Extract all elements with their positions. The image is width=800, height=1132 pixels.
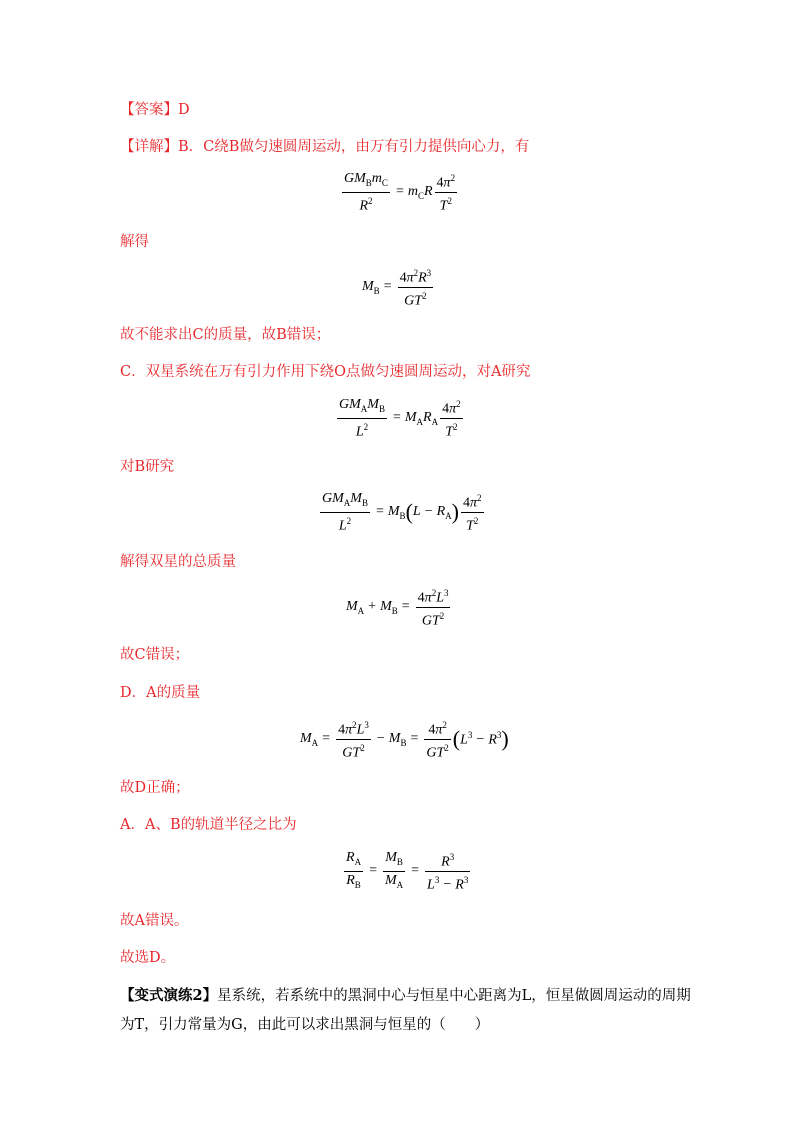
text-line-5: 对B研究: [120, 459, 175, 475]
equation-5: $M_A$ + $M_B$ = $\frac{4\pi^2L^3}{GT^2}$: [346, 585, 452, 629]
text-line-10: A．A、B的轨道半径之比为: [120, 817, 297, 833]
next-question-label: 【变式演练2】: [120, 987, 218, 1004]
equation-3: $\frac{GM_AM_B}{L^2}$ = $M_AR_A$ $\frac{4\pi^2}{T^2}$: [339, 397, 461, 440]
next-question-text-1: 星系统，若系统中的黑洞中心与恒星中心距离为L，恒星做圆周运动的周期: [217, 988, 691, 1004]
answer-line: [120, 98, 190, 119]
equation-2: $M_B$ = $\frac{4\pi^2R^3}{GT^2}$: [362, 265, 435, 309]
answer-label: 【答案】: [120, 102, 178, 118]
text-line-8: D．A的质量: [120, 685, 201, 701]
text-line-11: 故A错误。: [120, 913, 189, 929]
next-question-line-2: 为T，引力常量为G，由此可以求出黑洞与恒星的（ ）: [120, 1017, 490, 1033]
text-line-3: 故不能求出C的质量，故B错误；: [120, 327, 331, 343]
text-line-12: 故选D。: [120, 950, 176, 966]
answer-value: D: [178, 102, 190, 118]
detail-label: 【详解】: [120, 139, 178, 155]
text-line-7: 故C错误；: [120, 647, 190, 663]
text-line-2: 解得: [120, 234, 149, 250]
text-line-6: 解得双星的总质量: [120, 554, 236, 570]
detail-line-1: [120, 135, 529, 156]
detail-text: B．C绕B做匀速圆周运动，由万有引力提供向心力，有: [178, 139, 530, 155]
equation-7: $\frac{R_A}{R_B}$ = $\frac{M_B}{M_A}$ = $\frac{R^3}{L^3 - R^3}$: [346, 850, 469, 893]
equation-1: $\frac{GM_Bm_C}{R^2}$ = $m_CR$ $\frac{4\pi^2}{T^2}$: [344, 171, 456, 214]
equation-4: $\frac{GM_AM_B}{L^2}$ = $M_B$ ( $L - R_A$ ) $\frac{4\pi^2}{T^2}$: [322, 491, 482, 534]
text-line-9: 故D正确；: [120, 780, 190, 796]
equation-6: $M_A$ = $\frac{4\pi^2L^3}{GT^2}$ − $M_B$ = $\frac{4\pi^2}{GT^2}$ ( $L^3 - R^3$ ): [300, 717, 509, 761]
next-question-line-1: [120, 984, 691, 1005]
text-line-4: C．双星系统在万有引力作用下绕O点做匀速圆周运动，对A研究: [120, 364, 531, 380]
